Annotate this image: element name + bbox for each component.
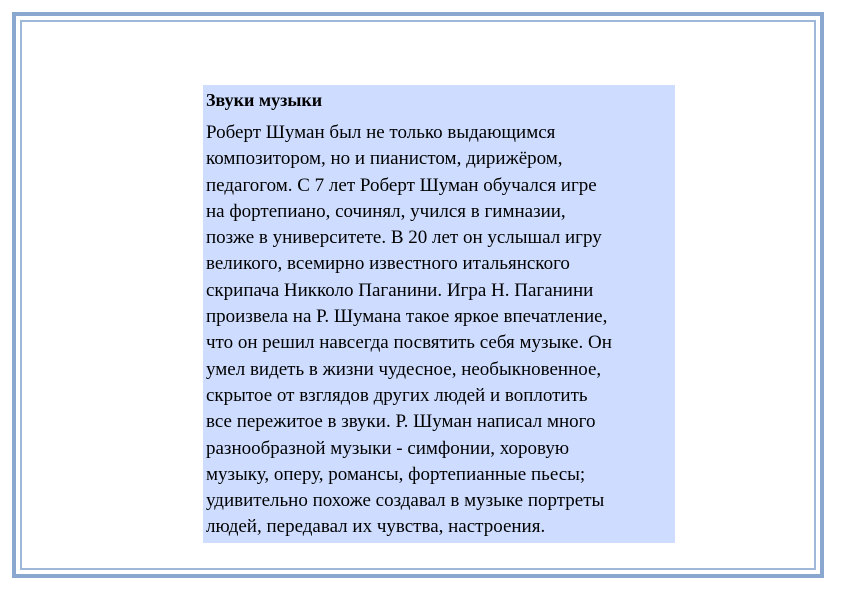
text-line: скрипача Никколо Паганини. Игра Н. Паганини	[206, 279, 594, 301]
text-line: великого, всемирно известного итальянского	[206, 253, 570, 275]
text-line: композитором, но и пианистом, дирижёром,	[206, 148, 563, 170]
text-line: педагогом. С 7 лет Роберт Шуман обучался игре	[206, 174, 597, 196]
text-line: скрытое от взглядов других людей и воплотить	[206, 384, 588, 406]
text-box	[203, 85, 675, 543]
body-paragraph	[206, 120, 675, 541]
text-line: произвела на Р. Шумана такое яркое впечатление,	[206, 306, 608, 328]
text-line: Роберт Шуман был не только выдающимся	[206, 122, 556, 143]
text-line: все пережитое в звуки. Р. Шуман написал много	[206, 411, 596, 433]
text-line: на фортепиано, сочинял, учился в гимназии,	[206, 200, 566, 222]
text-line: удивительно похоже создавал в музыке портреты	[206, 490, 605, 512]
text-line: музыку, оперу, романсы, фортепианные пьесы;	[206, 463, 586, 485]
text-line: разнообразной музыки - симфонии, хоровую	[206, 437, 570, 459]
document-title: Звуки музыки	[206, 90, 323, 110]
text-line: позже в университете. В 20 лет он услышал игру	[206, 227, 602, 249]
text-line: людей, передавал их чувства, настроения.	[206, 516, 546, 538]
text-line: что он решил навсегда посвятить себя музыке. Он	[206, 332, 612, 354]
text-line: умел видеть в жизни чудесное, необыкновенное,	[206, 358, 602, 380]
